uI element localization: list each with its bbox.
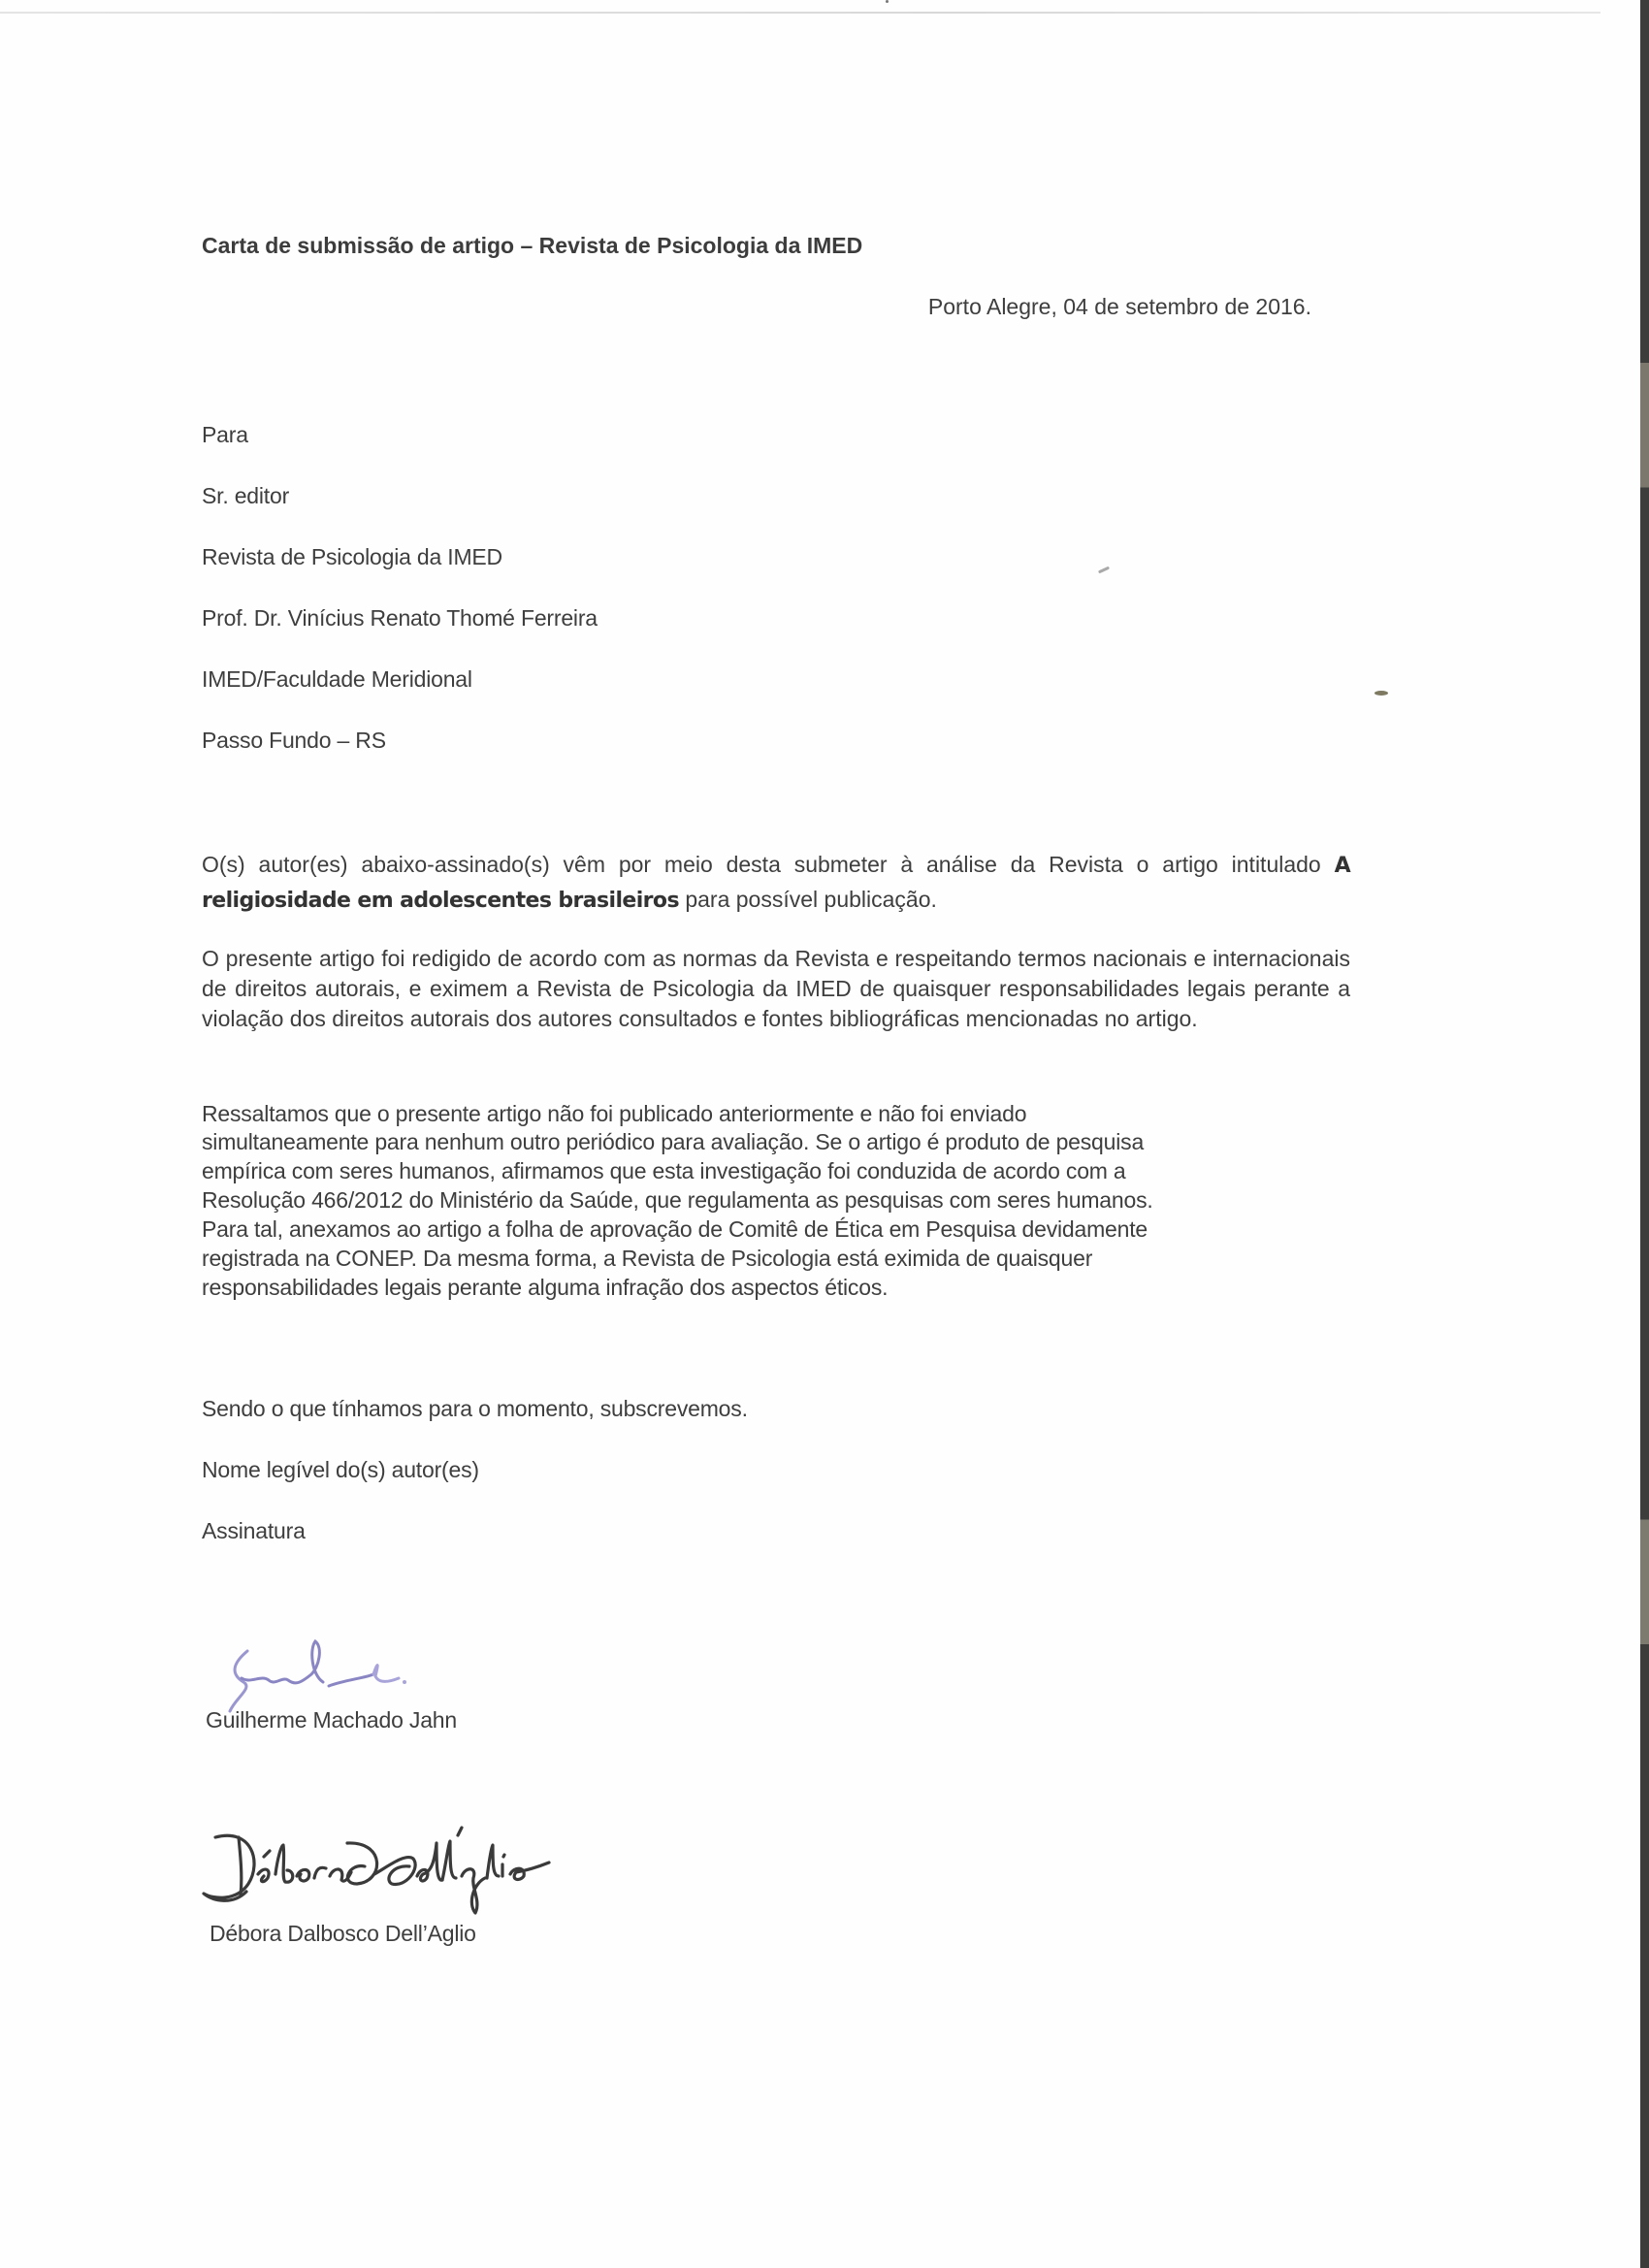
scan-speck [1374,691,1388,696]
signatory-name-debora: Débora Dalbosco Dell’Aglio [210,1921,476,1946]
paragraph-submission [202,848,1350,918]
paragraph-ethics-line: responsabilidades legais perante alguma infração dos aspectos éticos. [202,1275,889,1300]
scan-right-edge-shadow [1640,0,1649,2268]
recipient-line-role: Sr. editor [202,483,290,508]
recipient-line-city: Passo Fundo – RS [202,728,386,753]
paragraph-ethics-line: Ressaltamos que o presente artigo não foi publicado anteriormente e não foi enviado [202,1101,1027,1126]
paragraph-ethics-line: empírica com seres humanos, afirmamos que esta investigação foi conduzida de acordo com a [202,1158,1126,1183]
letter-title: Carta de submissão de artigo – Revista de Psicologia da IMED [202,233,863,258]
paragraph-submission-end: para possível publicação. [678,887,937,912]
legible-name-label: Nome legível do(s) autor(es) [202,1457,479,1482]
paragraph-ethics-line: registrada na CONEP. Da mesma forma, a Revista de Psicologia está eximida de quaisquer [202,1246,1093,1271]
scan-speck [886,0,889,3]
article-title: A religiosidade em adolescentes brasileiros [202,854,1350,913]
paragraph-ethics-line: Para tal, anexamos ao artigo a folha de aprovação de Comitê de Ética em Pesquisa devidamente [202,1216,1148,1242]
signatory-name-guilherme: Guilherme Machado Jahn [206,1707,457,1733]
recipient-line-to: Para [202,422,248,447]
recipient-line-editor-name: Prof. Dr. Vinícius Renato Thomé Ferreira [202,605,598,631]
signature-label: Assinatura [202,1518,306,1543]
signature-debora [194,1824,563,1916]
place-and-date: Porto Alegre, 04 de setembro de 2016. [927,294,1311,319]
paragraph-submission-intro: O(s) autor(es) abaixo-assinado(s) vêm por meio desta submeter à análise da Revista o artigo intitulado [202,852,1335,877]
scan-top-edge-line [0,12,1600,14]
paragraph-ethics-line: simultaneamente para nenhum outro periódico para avaliação. Se o artigo é produto de pesquisa [202,1129,1145,1154]
paragraph-copyright: O presente artigo foi redigido de acordo com as normas da Revista e respeitando termos nacionais e internacionais de direitos autorais, e eximem a Revista de Psicologia da IMED de quaisquer responsabilidades legais perante a violação dos direitos autorais dos autores consultados e fontes bibliográficas mencionadas no artigo. [202,946,1350,1031]
recipient-line-journal: Revista de Psicologia da IMED [202,544,502,569]
recipient-line-institution: IMED/Faculdade Meridional [202,666,472,692]
scan-speck [1098,567,1110,574]
paragraph-ethics-line: Resolução 466/2012 do Ministério da Saúde, que regulamenta as pesquisas com seres humanos. [202,1187,1153,1213]
closing-sentence: Sendo o que tínhamos para o momento, subscrevemos. [202,1396,748,1421]
